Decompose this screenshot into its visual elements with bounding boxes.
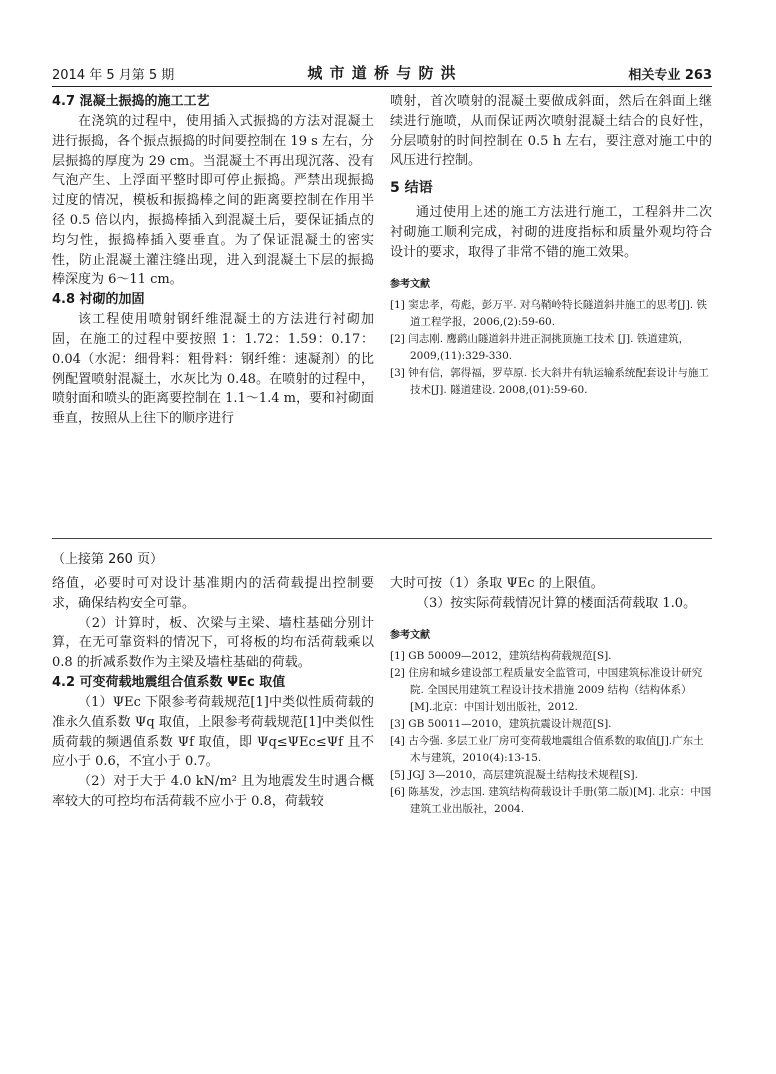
reference-item: [5] JGJ 3—2010，高层建筑混凝土结构技术规程[S]. — [390, 768, 638, 781]
upper-left-column — [52, 92, 374, 429]
section-4-8-paragraph: 该工程使用喷射钢纤维混凝土的方法进行衬砌加固，在施工的过程中要按照 1：1.72：1.59：0.17：0.04（水泥：细骨料：粗骨料：钢纤维：速凝剂）的比例配置喷射混凝土，水灰比为 0.48。在喷射的过程中，喷射面和喷头的距离要控制在 1.1～1.4 m，要和衬砌面垂直，按照从上往下的顺序进行 — [52, 312, 374, 427]
article-divider — [52, 538, 712, 539]
reference-list — [390, 648, 712, 818]
header-rule — [52, 86, 712, 87]
reference-item: [3] GB 50011—2010，建筑抗震设计规范[S]. — [390, 717, 612, 730]
paragraph: （1）ΨEc 下限参考荷载规范[1]中类似性质荷载的准永久值系数 Ψq 取值，上限参考荷载规范[1]中类似性质荷载的频遇值系数 Ψf 取值，即 Ψq≤ΨEc≤Ψf 且不应小于 0.6，不宜小于 0.7。 — [52, 694, 374, 770]
paragraph: （3）按实际荷载情况计算的楼面活荷载取 1.0。 — [416, 595, 697, 611]
continued-paragraph: 大时可按（1）条取 ΨEc 的上限值。 — [390, 576, 604, 591]
section-4-7-heading: 4.7 混凝土振捣的施工工艺 — [52, 94, 210, 109]
upper-right-column — [390, 92, 712, 399]
section-4-7-paragraph: 在浇筑的过程中，使用插入式振捣的方法对混凝土进行振捣，各个振点振捣的时间要控制在 19 s 左右，分层振捣的厚度为 29 cm。当混凝土不再出现沉落、没有气泡产生、上浮面平整时即可停止振捣。严禁出现振捣过度的情况，模板和振捣棒之间的距离要控制在作用半径 0.5 倍以内，振捣棒插入到混凝土后，要保证插点的均匀性，振捣棒插入要垂直。为了保证混凝土的密实性，防止混凝土灌注缝出现，进入到混凝土下层的振捣棒深度为 6～11 cm。 — [52, 114, 374, 288]
reference-item: [1] 窦忠孝，苟彪，彭万平. 对乌鞘岭特长隧道斜井施工的思考[J]. 铁道工程学报，2006,(2):59-60. — [390, 298, 707, 328]
conclusion-paragraph: 通过使用上述的施工方法进行施工，工程斜井二次衬砌施工顺利完成，衬砌的进度指标和质量外观均符合设计的要求，取得了非常不错的施工效果。 — [390, 205, 712, 260]
continued-paragraph: 喷射，首次喷射的混凝土要做成斜面，然后在斜面上继续进行施喷，从而保证两次喷射混凝土结合的良好性，分层喷射的时间控制在 0.5 h 左右，要注意对施工中的风压进行控制。 — [390, 94, 712, 169]
paragraph: （2）计算时，板、次梁与主梁、墙柱基础分别计算，在无可靠资料的情况下，可将板的均布活荷载乘以 0.8 的折减系数作为主梁及墙柱基础的荷载。 — [52, 615, 374, 671]
reference-item: [2] 闫志刚. 鹰鹞山隧道斜井进正洞挑顶施工技术 [J]. 铁道建筑，2009,(11):329-330. — [390, 332, 690, 362]
reference-list — [390, 297, 712, 399]
continued-paragraph: 络值，必要时可对设计基准期内的活荷载提出控制要求，确保结构安全可靠。 — [52, 576, 374, 611]
section-4-2-heading: 4.2 可变荷载地震组合值系数 ΨEc 取值 — [52, 674, 286, 690]
section-page-number: 相关专业 263 — [628, 68, 712, 83]
reference-item: [1] GB 50009—2012，建筑结构荷载规范[S]. — [390, 649, 612, 662]
section-4-8-heading: 4.8 衬砌的加固 — [52, 292, 145, 308]
lower-right-column — [390, 574, 712, 818]
reference-item: [2] 住房和城乡建设部工程质量安全监管司，中国建筑标准设计研究院. 全国民用建筑工程设计技术措施 2009 结构（结构体系）[M].北京：中国计划出版社，2012. — [390, 666, 703, 713]
references-heading: 参考文献 — [390, 278, 430, 290]
reference-item: [4] 古今强. 多层工业厂房可变荷载地震组合值系数的取值[J].广东土木与建筑，2010(4):13-15. — [390, 734, 704, 764]
section-5-heading: 5 结语 — [390, 180, 433, 197]
running-header — [52, 60, 712, 86]
reference-item: [3] 钟有信，郭得福，罗草原. 长大斜井有轨运输系统配套设计与施工技术[J]. 隧道建设. 2008,(01):59-60. — [390, 366, 709, 396]
journal-name: 城 市 道 桥 与 防 洪 — [307, 64, 457, 82]
references-heading: 参考文献 — [390, 629, 430, 641]
issue-date: 2014 年 5 月第 5 期 — [52, 68, 175, 83]
continuation-note: （上接第 260 页） — [52, 552, 164, 567]
reference-item: [6] 陈基发，沙志国. 建筑结构荷载设计手册(第二版)[M]. 北京：中国建筑工业出版社，2004. — [390, 785, 712, 815]
lower-left-column — [52, 574, 374, 812]
paragraph: （2）对于大于 4.0 kN/m² 且为地震发生时遇合概率较大的可控均布活荷载不应小于 0.8，荷载较 — [52, 774, 374, 809]
